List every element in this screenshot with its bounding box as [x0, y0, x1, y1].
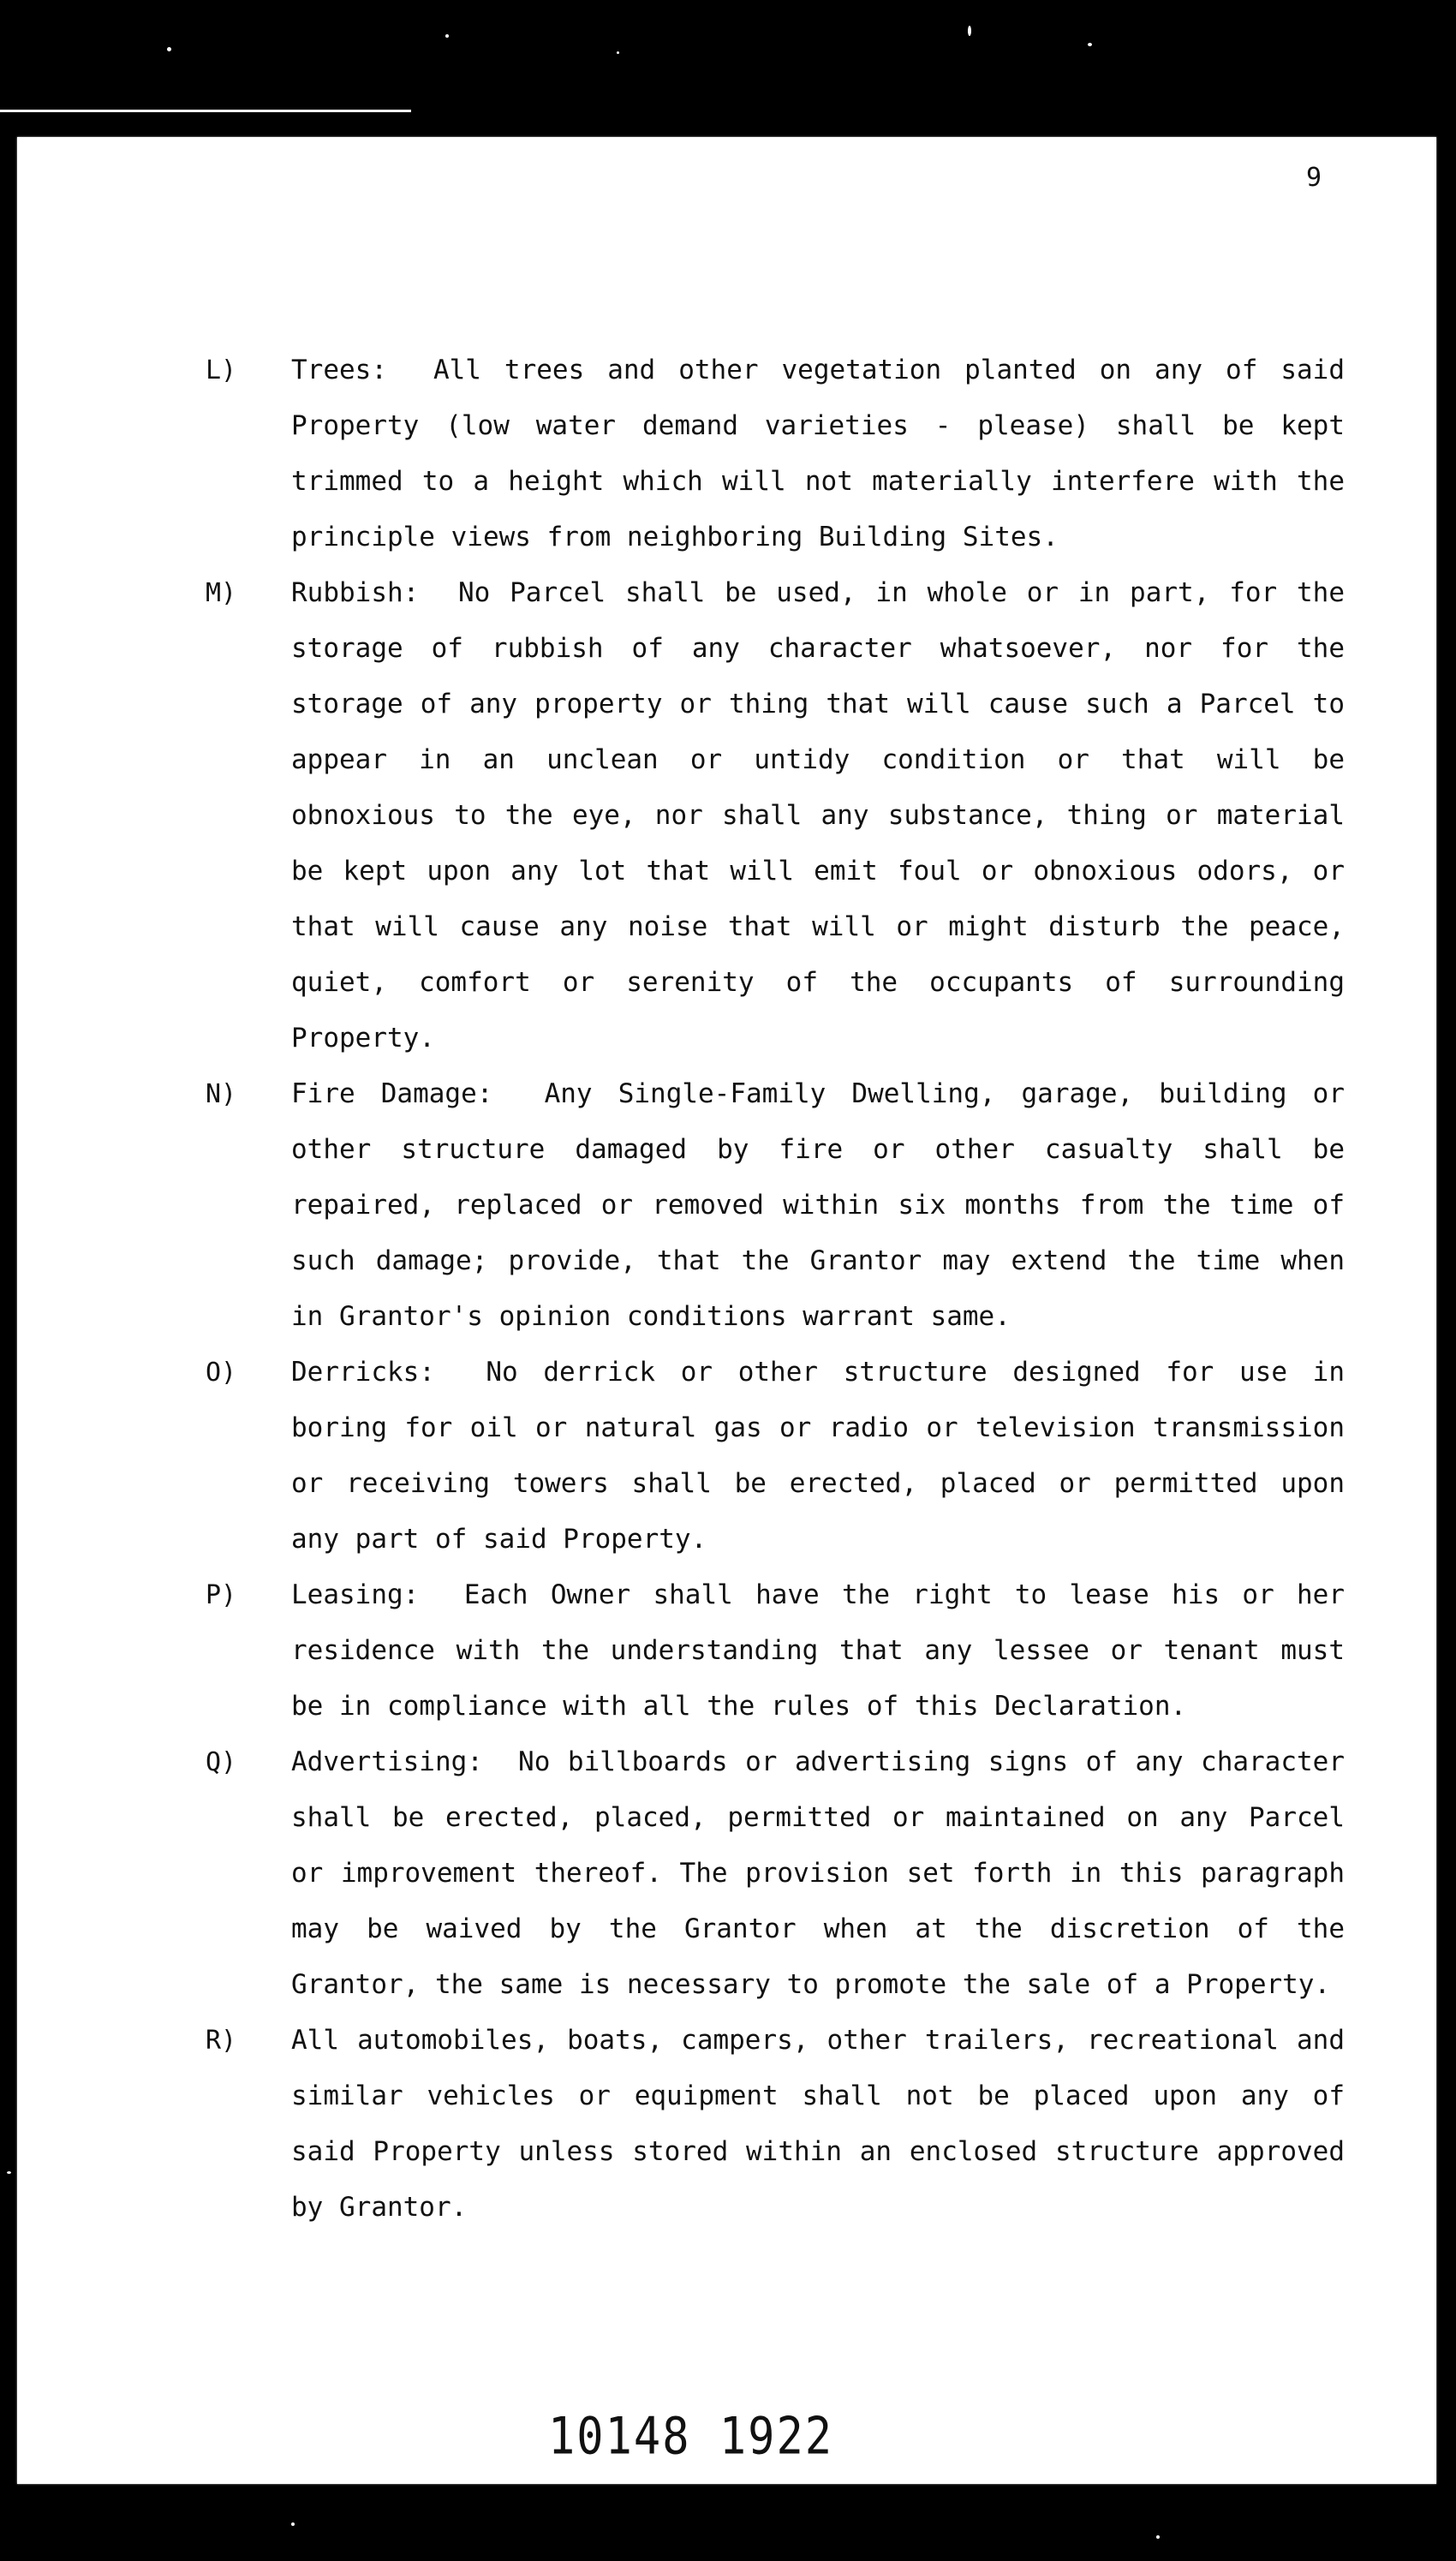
clause-item: [206, 1345, 1345, 1567]
recording-stamp-number: 10148 1922: [548, 2407, 834, 2467]
clause-text: No derrick or other structure designed for use in boring for oil or natural gas or radio or television transmission or receiving towers shall be erected, placed or permitted upon any part of said Property.: [291, 1357, 1346, 1555]
scan-speck: [167, 47, 171, 51]
clause-letter: P): [206, 1580, 237, 1610]
scan-speck: [445, 34, 449, 38]
scan-speck: [968, 26, 971, 36]
clause-title: Leasing:: [291, 1579, 420, 1610]
clause-body: [291, 1734, 1345, 2013]
clause-body: [291, 565, 1345, 1066]
clause-title: Derricks:: [291, 1357, 435, 1388]
clause-title: Fire Damage:: [291, 1078, 493, 1109]
page-number: 9: [1306, 163, 1322, 193]
scan-speck: [617, 51, 619, 54]
clause-item: [206, 343, 1345, 565]
scan-speck: [1156, 2535, 1160, 2539]
clause-body: [291, 1345, 1345, 1567]
clause-letter: N): [206, 1079, 237, 1109]
clause-title: Trees:: [291, 355, 387, 385]
clause-item: [206, 2013, 1345, 2236]
scan-speck: [1088, 43, 1092, 46]
clause-text: No billboards or advertising signs of any character shall be erected, placed, permitted or maintained on any Parcel or improvement thereof. The provision set forth in this paragraph may be waived by the Grantor when at the discretion of the Grantor, the same is necessary to promote the sale of a Property.: [291, 1746, 1346, 2000]
clause-title: Rubbish:: [291, 577, 420, 608]
clause-item: [206, 1734, 1345, 2013]
scan-edge-line: [0, 110, 411, 112]
clause-list: [206, 343, 1345, 2236]
clause-text: Each Owner shall have the right to lease his or her residence with the understanding that any lessee or tenant must be in compliance with all the rules of this Declaration.: [291, 1579, 1346, 1722]
clause-letter: M): [206, 578, 237, 608]
clause-letter: O): [206, 1358, 237, 1388]
scan-speck: [291, 2522, 295, 2526]
scan-speck: [7, 2171, 11, 2174]
clause-letter: L): [206, 355, 237, 385]
clause-text: All trees and other vegetation planted on any of said Property (low water demand varieties - please) shall be kept trimmed to a height which will not materially interfere with the principle views from neighboring Building Sites.: [291, 355, 1345, 552]
clause-item: [206, 1567, 1345, 1734]
clause-item: [206, 565, 1345, 1066]
clause-title: Advertising:: [291, 1746, 483, 1777]
clause-text: Any Single-Family Dwelling, garage, building or other structure damaged by fire or other casualty shall be repaired, replaced or removed within six months from the time of such damage; provide, that the Grantor may extend the time when in Grantor's opinion conditions warrant same.: [291, 1078, 1345, 1332]
clause-letter: Q): [206, 1747, 237, 1777]
clause-body: [291, 1066, 1345, 1345]
clause-item: [206, 1066, 1345, 1345]
clause-text: No Parcel shall be used, in whole or in part, for the storage of rubbish of any character whatsoever, nor for the storage of any property or thing that will cause such a Parcel to appear in an unclean or untidy condition or that will be obnoxious to the eye, nor shall any substance, thing or material be kept upon any lot that will emit foul or obnoxious odors, or that will cause any noise that will or might disturb the peace, quiet, comfort or serenity of the occupants of surrounding Property.: [291, 577, 1346, 1054]
clause-body: [291, 1567, 1345, 1734]
clause-body: [291, 343, 1345, 565]
clause-text: All automobiles, boats, campers, other trailers, recreational and similar vehicles or equipment shall not be placed upon any of said Property unless stored within an enclosed structure approved by Grantor.: [291, 2025, 1345, 2223]
clause-letter: R): [206, 2026, 237, 2056]
clause-body: [291, 2013, 1345, 2236]
